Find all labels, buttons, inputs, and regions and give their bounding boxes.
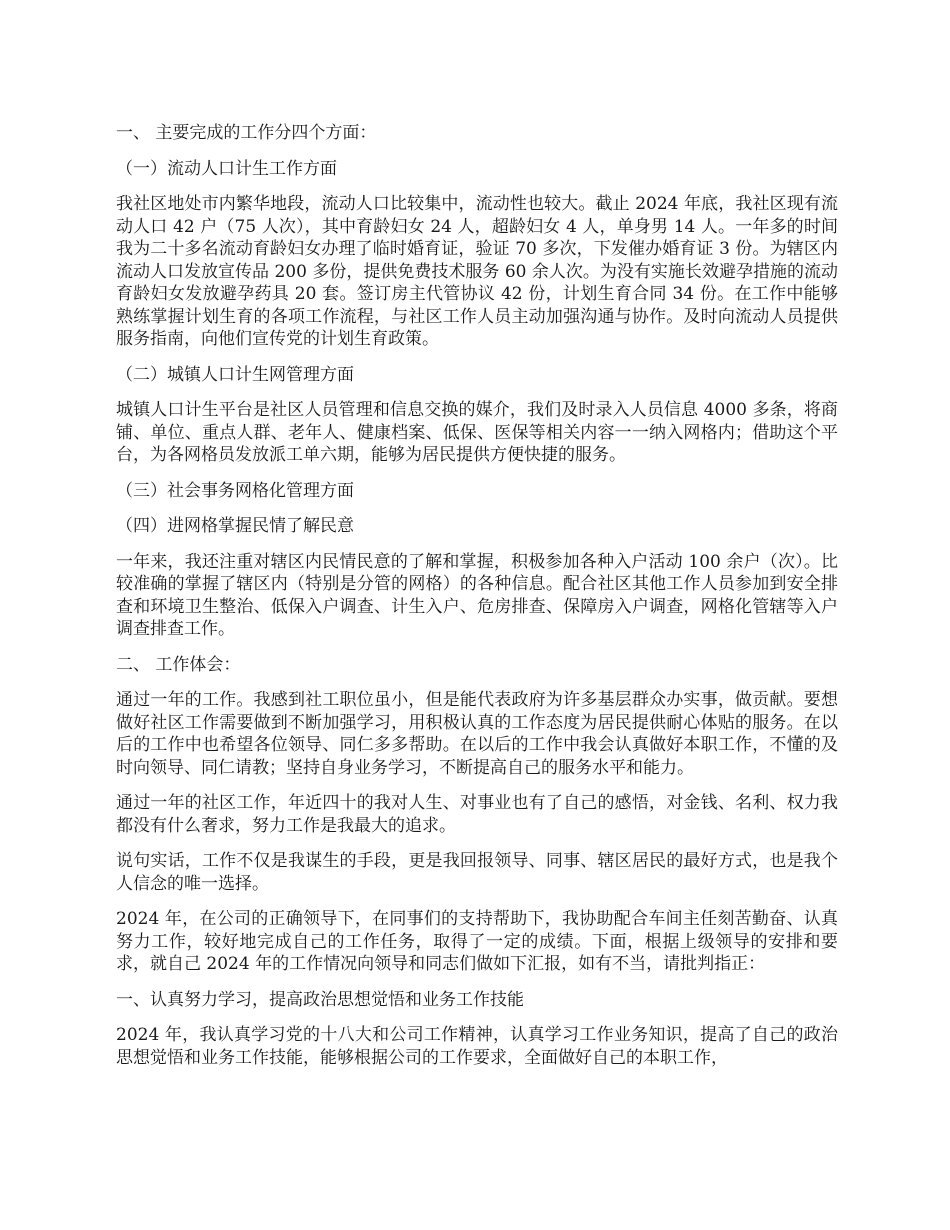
paragraph-annual-report-intro: 2024 年，在公司的正确领导下，在同事们的支持帮助下，我协助配合车间主任刻苦勤奋、认真努力工作，较好地完成自己的工作任务，取得了一定的成绩。下面，根据上级领导的安排和要求，就自己 2024 年的工作情况向领导和同志们做如下汇报，如有不当，请批判指正：	[116, 909, 838, 974]
subheading-floating-population: （一）流动人口计生工作方面	[116, 158, 337, 179]
paragraph-study: 2024 年，我认真学习党的十八大和公司工作精神，认真学习工作业务知识，提高了自己的政治思想觉悟和业务工作技能，能够根据公司的工作要求，全面做好自己的本职工作，	[116, 1025, 838, 1068]
paragraph-experience-2: 通过一年的社区工作，年近四十的我对人生、对事业也有了自己的感悟，对金钱、名利、权力我都没有什么奢求，努力工作是我最大的追求。	[116, 793, 838, 836]
section-heading-study: 一、认真努力学习，提高政治思想觉悟和业务工作技能	[116, 989, 524, 1010]
paragraph-floating-population: 我社区地处市内繁华地段，流动人口比较集中，流动性也较大。截止 2024 年底，我社区现有流动人口 42 户（75 人次），其中育龄妇女 24 人，超龄妇女 4 人，单身男 14 人。一年多的时间我为二十多名流动育龄妇女办理了临时婚育证，验证 70 多次，下发催办婚育证 3 份。为辖区内流动人口发放宣传品 200 多份，提供免费技术服务 60 余人次。为没有实施长效避孕措施的流动育龄妇女发放避孕药具 20 套。签订房主代管协议 42 份，计划生育合同 34 份。在工作中能够熟练掌握计划生育的各项工作流程，与社区工作人员主动加强沟通与协作。及时向流动人员提供服务指南，向他们宣传党的计划生育政策。	[116, 194, 838, 349]
section-heading-main-work: 一、 主要完成的工作分四个方面：	[116, 123, 377, 143]
paragraph-urban-population-network: 城镇人口计生平台是社区人员管理和信息交换的媒介，我们及时录入人员信息 4000 多条，将商铺、单位、重点人群、老年人、健康档案、低保、医保等相关内容一一纳入网格内；借助这个平台，为各网格员发放派工单六期，能够为居民提供方便快捷的服务。	[116, 400, 838, 465]
paragraph-public-opinion: 一年来，我还注重对辖区内民情民意的了解和掌握，积极参加各种入户活动 100 余户（次）。比较准确的掌握了辖区内（特别是分管的网格）的各种信息。配合社区其他工作人员参加到安全排查和环境卫生整治、低保入户调查、计生入户、危房排查、保障房入户调查，网格化管辖等入户调查排查工作。	[116, 551, 838, 639]
subheading-grid-management: （三）社会事务网格化管理方面	[116, 480, 354, 501]
paragraph-experience-3: 说句实话，工作不仅是我谋生的手段，更是我回报领导、同事、辖区居民的最好方式，也是我个人信念的唯一选择。	[116, 851, 838, 894]
section-heading-experience: 二、 工作体会：	[116, 654, 241, 675]
subheading-urban-population-network: （二）城镇人口计生网管理方面	[116, 364, 354, 385]
subheading-public-opinion: （四）进网格掌握民情了解民意	[116, 516, 354, 536]
paragraph-experience-1: 通过一年的工作。我感到社工职位虽小，但是能代表政府为许多基层群众办实事，做贡献。要想做好社区工作需要做到不断加强学习，用积极认真的工作态度为居民提供耐心体贴的服务。在以后的工作中也希望各位领导、同仁多多帮助。在以后的工作中我会认真做好本职工作，不懂的及时向领导、同仁请教；坚持自身业务学习，不断提高自己的服务水平和能力。	[116, 690, 838, 778]
